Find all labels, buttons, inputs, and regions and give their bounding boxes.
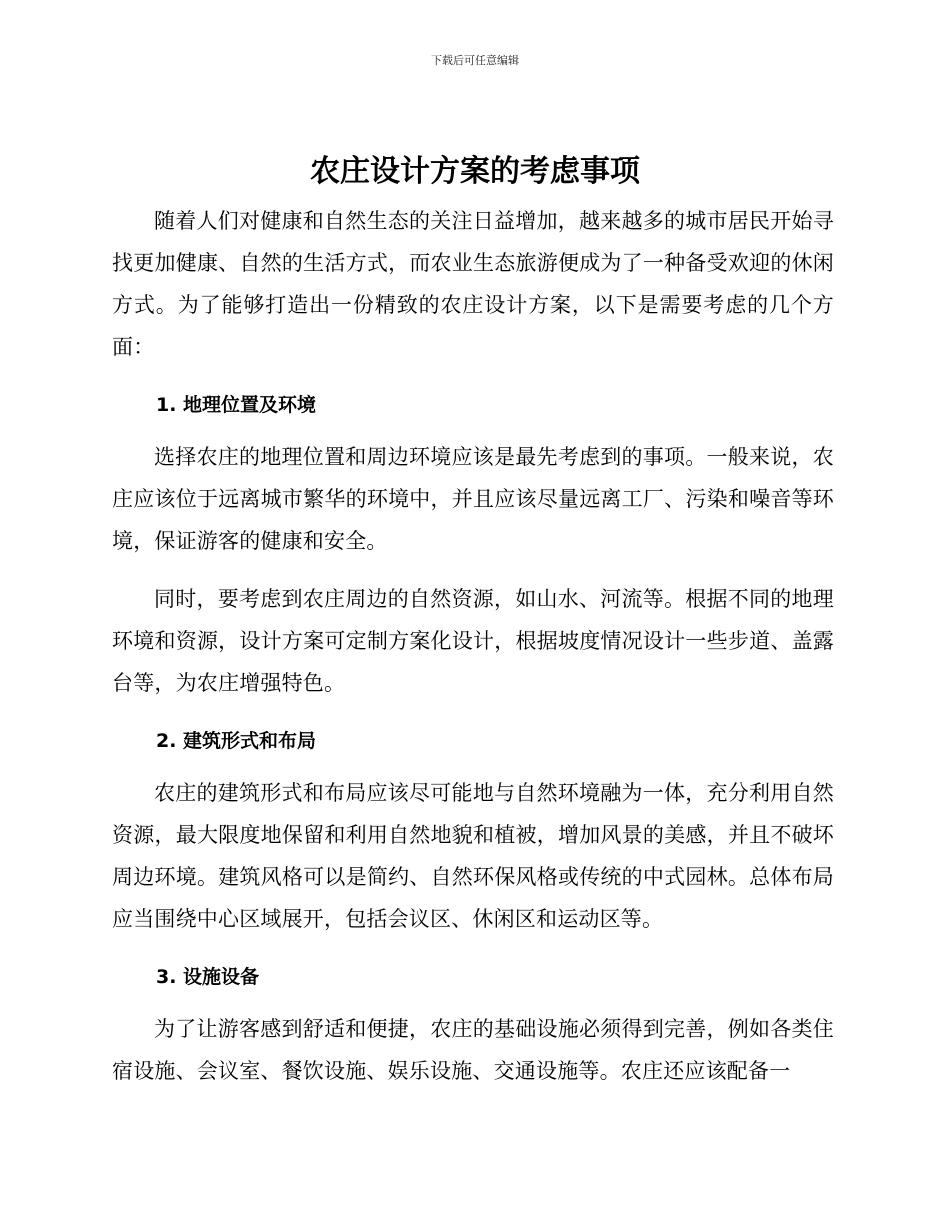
document-title: 农庄设计方案的考虑事项: [310, 154, 640, 189]
section-heading-facilities: 3. 设施设备: [156, 966, 260, 988]
document-body: [112, 200, 834, 1108]
section-heading-location: 1. 地理位置及环境: [156, 394, 317, 416]
section-location-paragraph-1: 选择农庄的地理位置和周边环境应该是最先考虑到的事项。一般来说，农庄应该位于远离城市繁华的环境中，并且应该尽量远离工厂、污染和噪音等环境，保证游客的健康和安全。: [112, 445, 834, 553]
section-heading-architecture: 2. 建筑形式和布局: [156, 730, 317, 752]
intro-paragraph: 随着人们对健康和自然生态的关注日益增加，越来越多的城市居民开始寻找更加健康、自然的生活方式，而农业生态旅游便成为了一种备受欢迎的休闲方式。为了能够打造出一份精致的农庄设计方案，以下是需要考虑的几个方面：: [112, 209, 834, 359]
section-facilities-paragraph-1: 为了让游客感到舒适和便捷，农庄的基础设施必须得到完善，例如各类住宿设施、会议室、餐饮设施、娱乐设施、交通设施等。农庄还应该配备一: [112, 1017, 834, 1083]
header-note: 下载后可任意编辑: [431, 54, 519, 67]
section-location-paragraph-2: 同时，要考虑到农庄周边的自然资源，如山水、河流等。根据不同的地理环境和资源，设计方案可定制方案化设计，根据坡度情况设计一些步道、盖露台等，为农庄增强特色。: [112, 587, 834, 695]
section-architecture-paragraph-1: 农庄的建筑形式和布局应该尽可能地与自然环境融为一体，充分利用自然资源，最大限度地保留和利用自然地貌和植被，增加风景的美感，并且不破坏周边环境。建筑风格可以是简约、自然环保风格或传统的中式园林。总体布局应当围绕中心区域展开，包括会议区、休闲区和运动区等。: [112, 781, 834, 931]
